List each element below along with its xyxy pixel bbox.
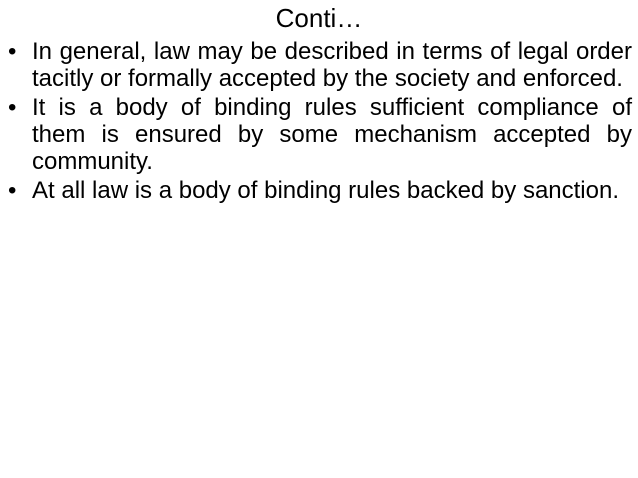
bullet-text: It is a body of binding rules sufficient compliance of them is ensured by some mechanism accepted by community. [32,94,632,175]
slide-title: Conti… [275,3,363,33]
bullet-item [8,94,632,175]
bullet-icon: • [8,94,17,121]
bullet-item [8,177,632,204]
bullet-icon: • [8,38,17,65]
bullet-text: In general, law may be described in terms of legal order tacitly or formally accepted by the society and enforced. [32,38,632,92]
bullet-text: At all law is a body of binding rules backed by sanction. [32,177,620,204]
bullet-item [8,38,632,92]
bullet-list [8,38,632,206]
bullet-icon: • [8,177,17,204]
